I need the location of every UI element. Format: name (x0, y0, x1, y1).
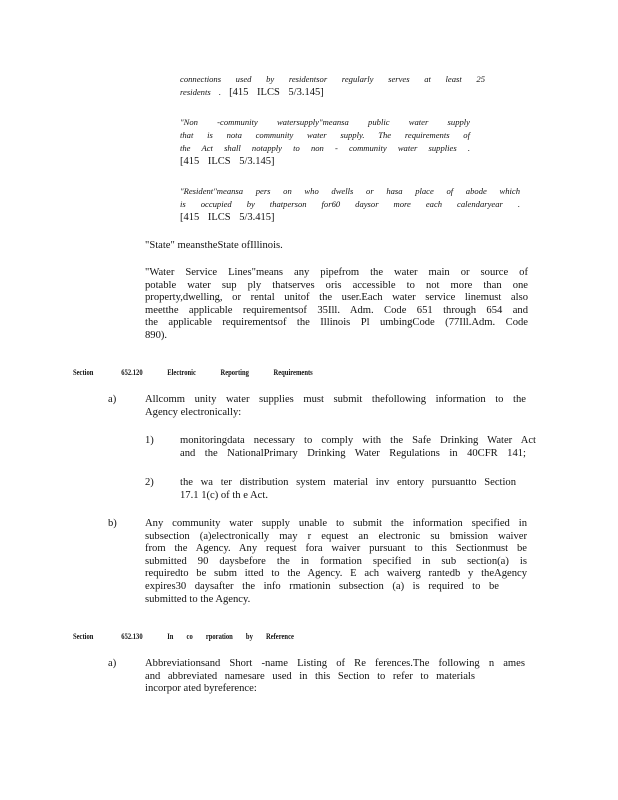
text-line: from the Agency. Any request fora waiver pursuant to this Sectionmust be (145, 543, 527, 555)
text-line: requiredto be subm itted to the Agency. E ach waiverg rantedb y theAgency (145, 568, 527, 580)
definition-line: "Non -community watersupply"meansa public water supply (180, 117, 470, 127)
item-label-2: 2) (145, 477, 154, 488)
text-line: the wa ter distribution system material inv entory pursuantto Section (180, 477, 516, 488)
item-2-text (180, 477, 516, 502)
text-line: Abbreviationsand Short -name Listing of Re ferences.The following n ames (145, 658, 525, 669)
definition-line: "Water Service Lines"means any pipefrom the water main or source of (145, 267, 528, 278)
definition-line: meetthe applicable requirementsof 35Ill. Adm. Code 651 through 654 and (145, 304, 528, 316)
section-number: 652.120 (121, 368, 143, 377)
definition-state (145, 240, 283, 253)
statute-citation: [415 ILCS 5/3.415] (180, 212, 275, 223)
definition-connections (180, 73, 485, 99)
text-line: monitoringdata necessary to comply with the Safe Drinking Water Act (180, 435, 536, 446)
item-label-1: 1) (145, 435, 154, 446)
definition-line: "Resident"meansa pers on who dwells or hasa place of abode which (180, 186, 520, 196)
definition-line: 890). (145, 329, 168, 341)
definition-line: that is nota community water supply. The requirements of (180, 130, 470, 140)
subsection-a-text (145, 394, 526, 419)
definition-line: "State" meanstheState ofIllinois. (145, 240, 283, 251)
statute-citation: [415 ILCS 5/3.145] (180, 156, 275, 167)
text-line: Agency electronically: (145, 406, 242, 418)
text-line: submitted to the Agency. (145, 593, 251, 605)
subsection-label-a-652-130: a) (108, 658, 117, 669)
definition-resident (180, 185, 520, 224)
section-label: Section (73, 368, 94, 377)
definition-non-community (180, 116, 470, 168)
text-line: incorpor ated byreference: (145, 683, 257, 695)
definition-line: the applicable requirementsof the Illinois Pl umbingCode (77Ill.Adm. Code (145, 317, 528, 329)
section-heading-652-130 (73, 632, 294, 641)
text-line: submitted 90 daysbefore the in formation specified in sub section(a) is (145, 555, 527, 567)
text-line: and abbreviated namesare used in this Section to refer to materials (145, 670, 475, 682)
text-line: and the NationalPrimary Drinking Water Regulations in 40CFR 141; (180, 447, 526, 459)
definition-line: is occupied by thatperson for60 daysor more each calendaryear . (180, 199, 520, 209)
text-line: 17.1 1(c) of th e Act. (180, 489, 268, 501)
text-line: expires30 daysafter the info rmationin subsection (a) is required to be (145, 580, 499, 592)
subsection-label-a: a) (108, 394, 117, 405)
section-title: Electronic Reporting Requirements (167, 368, 313, 377)
section-number: 652.130 (121, 632, 143, 641)
definition-line: connections used by residentsor regularly serves at least 25 (180, 74, 485, 84)
subsection-label-b: b) (108, 518, 117, 529)
statute-citation: [415 ILCS 5/3.145] (229, 87, 324, 98)
subsection-b-text (145, 518, 527, 606)
subsection-a-652-130-text (145, 658, 525, 696)
definition-line (180, 86, 485, 99)
text-line: subsection (a)electronically may r equest an electronic su bmission waiver (145, 530, 527, 542)
text-line: Allcomm unity water supplies must submit thefollowing information to the (145, 394, 526, 405)
section-label: Section (73, 632, 94, 641)
definition-text: residents . (180, 87, 222, 97)
text-line: Any community water supply unable to submit the information specified in (145, 518, 527, 529)
definition-water-service-lines (145, 267, 528, 343)
definition-line: property,dwelling, or rental unitof the user.Each water service linemust also (145, 292, 528, 304)
item-1-text (180, 435, 536, 460)
definition-line: the Act shall notapply to non - community water supplies . (180, 143, 470, 153)
definition-line: potable water sup ply thatserves oris accessible to not more than one (145, 279, 528, 291)
section-heading-652-120 (73, 368, 313, 377)
section-title: In co rporation by Reference (167, 632, 294, 641)
